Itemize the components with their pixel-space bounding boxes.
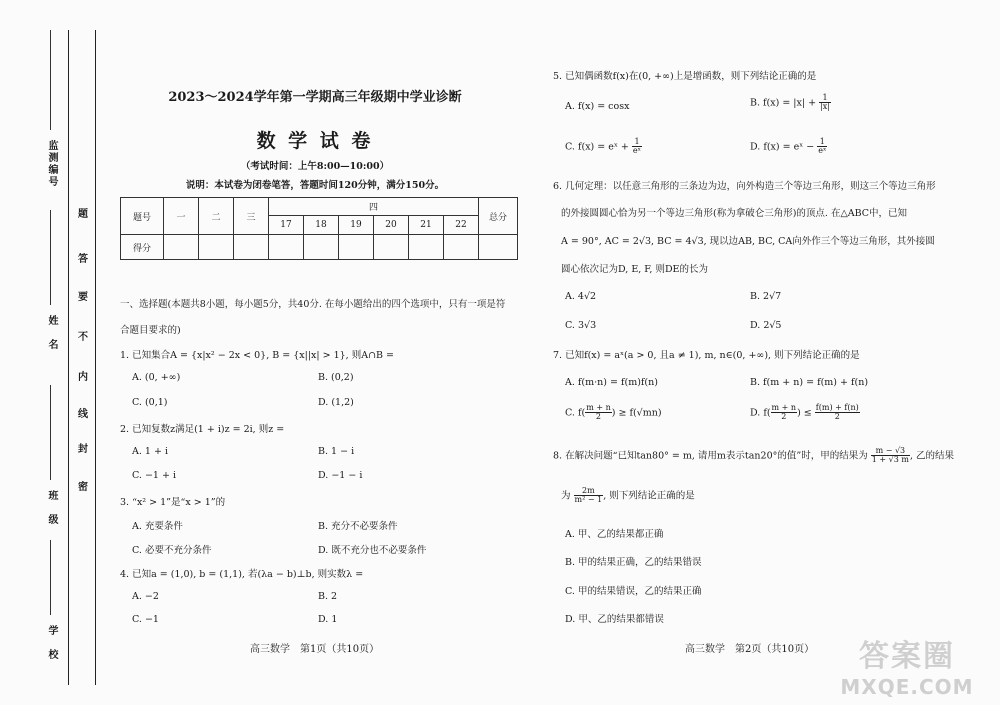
fraction-numerator: m + n (771, 403, 797, 412)
question-stem-cont: 圆心依次记为D, E, F, 则DE的长为 (561, 264, 708, 275)
fraction-numerator: m + n (586, 403, 611, 412)
seal-char: 线 (78, 409, 88, 420)
answer-option: C. 甲的结果错误，乙的结果正确 (565, 586, 702, 597)
fraction-denominator: 2 (781, 412, 787, 422)
stem-text: 为 (561, 490, 571, 502)
name-label: 姓 名 (46, 315, 57, 351)
question-stem: 4. 已知a = (1,0), b = (1,1), 若(λa − b)⊥b, 则实数λ = (120, 569, 364, 580)
watermark-text: 答案圈 (859, 639, 955, 674)
answer-option: B. 甲的结果正确，乙的结果错误 (565, 557, 702, 568)
score-header-cell: 三 (234, 198, 269, 235)
name-line (50, 210, 51, 305)
fraction-numerator: 1 (817, 138, 827, 147)
answer-option: B. (0,2) (318, 372, 354, 383)
watermark-logo (822, 631, 992, 699)
question-stem (553, 447, 954, 465)
exam-time: （考试时间：上午8:00—10:00） (240, 161, 390, 172)
fraction (815, 404, 860, 422)
answer-option (565, 138, 642, 156)
score-header-cell: 一 (164, 198, 199, 235)
fraction-denominator: 1 + √3 m (871, 455, 909, 465)
answer-option: A. f(m·n) = f(m)f(n) (565, 377, 658, 388)
exam-id-label: 监测编号 (46, 140, 57, 188)
seal-char: 密 (78, 482, 88, 493)
question-stem: 2. 已知复数z满足(1 + i)z = 2i, 则z = (120, 424, 285, 435)
option-text: C. f(x) = eˣ + (565, 141, 629, 153)
score-sub-cell: 20 (374, 216, 409, 235)
section-heading-cont: 合题目要求的) (120, 325, 181, 336)
answer-option (750, 94, 831, 112)
question-stem: 7. 已知f(x) = aˣ(a > 0, 且a ≠ 1), m, n∈(0, +∞), 则下列结论正确的是 (553, 350, 860, 361)
option-text: ) ≤ (797, 407, 812, 419)
answer-option: D. −1 − i (318, 470, 363, 481)
answer-option: A. −2 (132, 591, 159, 602)
answer-option: C. −1 (132, 614, 159, 625)
score-input-cell[interactable] (374, 235, 409, 260)
exam-title: 2023～2024学年第一学期高三年级期中学业诊断 (168, 90, 462, 105)
option-text: D. f(x) = eˣ − (750, 141, 815, 153)
watermark-url: MXQE.COM (840, 675, 974, 699)
score-input-cell[interactable] (339, 235, 374, 260)
answer-option: D. 1 (318, 614, 338, 625)
answer-option (750, 404, 860, 422)
seal-char: 要 (78, 292, 88, 303)
question-stem-cont: 的外接圆圆心恰为另一个等边三角形(称为拿破仑三角形)的顶点. 在△ABC中，已知 (561, 208, 908, 219)
answer-option: B. 1 − i (318, 446, 355, 457)
question-stem: 6. 几何定理：以任意三角形的三条边为边，向外构造三个等边三角形，则这三个等边三角形 (553, 181, 936, 192)
class-line (50, 385, 51, 480)
question-stem: 3. “x² > 1”是“x > 1”的 (120, 497, 226, 508)
answer-option: A. 充要条件 (132, 521, 183, 532)
answer-option: C. (0,1) (132, 397, 168, 408)
exam-note: 说明：本试卷为闭卷笔答，答题时间120分钟，满分150分。 (185, 180, 445, 191)
fraction-denominator: 2 (595, 412, 602, 422)
score-input-cell[interactable] (269, 235, 304, 260)
fraction-numerator: 2m (574, 487, 604, 496)
answer-option: B. 2 (318, 591, 338, 602)
fraction (819, 94, 831, 112)
score-table (120, 197, 518, 260)
answer-option: C. −1 + i (132, 470, 177, 481)
class-label: 班 级 (46, 490, 57, 526)
exam-id-line (50, 30, 51, 130)
fraction-denominator: 2 (834, 412, 840, 422)
seal-char: 答 (78, 254, 88, 265)
fraction-denominator: eˣ (818, 146, 827, 156)
answer-option (565, 404, 662, 422)
option-text: B. f(x) = |x| + (750, 97, 817, 109)
score-sub-cell: 21 (409, 216, 444, 235)
fraction-numerator: 1 (632, 138, 642, 147)
score-input-cell[interactable] (234, 235, 269, 260)
binding-line-inner (95, 30, 96, 685)
answer-option: B. 充分不必要条件 (318, 521, 398, 532)
answer-option: B. 2√7 (750, 291, 782, 302)
score-input-cell[interactable] (199, 235, 234, 260)
seal-char: 封 (78, 444, 88, 455)
score-row-label: 得分 (121, 235, 164, 260)
answer-option: D. 甲、乙的结果都错误 (565, 614, 664, 625)
score-header-cell: 二 (199, 198, 234, 235)
school-label: 学 校 (46, 625, 57, 661)
answer-option: A. f(x) = cosx (565, 101, 630, 112)
fraction-denominator: eˣ (632, 146, 642, 156)
fraction (817, 138, 827, 156)
fraction-denominator: |x| (820, 102, 830, 112)
page-footer-left: 高三数学 第1页（共10页） (250, 644, 380, 655)
fraction (585, 404, 612, 422)
answer-option (750, 138, 827, 156)
score-input-cell[interactable] (409, 235, 444, 260)
answer-option: A. 1 + i (132, 446, 168, 457)
question-stem: 5. 已知偶函数f(x)在(0, +∞)上是增函数，则下列结论正确的是 (553, 71, 817, 82)
score-header-cell: 总分 (479, 198, 518, 235)
page-footer-right: 高三数学 第2页（共10页） (685, 644, 815, 655)
score-header-cell: 四 (269, 198, 479, 216)
question-stem-cont (561, 487, 695, 505)
stem-text: , 则下列结论正确的是 (603, 490, 695, 502)
fraction-denominator: m² − 1 (574, 495, 603, 505)
fraction-numerator: m − √3 (871, 447, 910, 456)
answer-option: A. 甲、乙的结果都正确 (565, 529, 664, 540)
seal-char: 题 (78, 209, 88, 220)
school-line (50, 540, 51, 615)
answer-option: C. 必要不充分条件 (132, 545, 212, 556)
fraction-numerator: f(m) + f(n) (815, 403, 859, 412)
score-sub-cell: 18 (304, 216, 339, 235)
seal-char: 内 (78, 372, 88, 383)
score-header-cell: 题号 (121, 198, 164, 235)
subject-title: 数 学 试 卷 (256, 130, 374, 152)
score-sub-cell: 19 (339, 216, 374, 235)
score-input-cell[interactable] (304, 235, 339, 260)
option-text: D. f( (750, 407, 771, 419)
answer-option: C. 3√3 (565, 320, 597, 331)
option-text: ) ≥ f(√mn) (611, 407, 662, 419)
question-stem: 1. 已知集合A = {x|x² − 2x < 0}, B = {x||x| > 1}, 则A∩B = (120, 350, 394, 361)
score-sub-cell: 17 (269, 216, 304, 235)
section-heading: 一、选择题(本题共8小题，每小题5分，共40分. 在每小题给出的四个选项中，只有一项是符 (120, 299, 506, 310)
question-stem-cont: A = 90°, AC = 2√3, BC = 4√3, 现以边AB, BC, CA向外作三个等边三角形，其外接圆 (561, 236, 935, 247)
binding-line-outer (68, 30, 69, 685)
fraction (574, 487, 604, 505)
score-sub-cell: 22 (444, 216, 479, 235)
seal-char: 不 (78, 332, 88, 343)
stem-text: 8. 在解决问题“已知tan80° = m, 请用m表示tan20°的值”时，甲的结果为 (553, 450, 868, 462)
fraction (871, 447, 910, 465)
answer-option: B. f(m + n) = f(m) + f(n) (750, 377, 869, 388)
fraction-numerator: 1 (819, 94, 831, 103)
score-input-cell[interactable] (164, 235, 199, 260)
answer-option: D. (1,2) (318, 397, 354, 408)
answer-option: D. 2√5 (750, 320, 782, 331)
answer-option: D. 既不充分也不必要条件 (318, 545, 427, 556)
score-input-cell[interactable] (444, 235, 479, 260)
answer-option: A. (0, +∞) (132, 372, 181, 383)
stem-text: , 乙的结果 (909, 450, 955, 462)
score-input-cell[interactable] (479, 235, 518, 260)
fraction (632, 138, 642, 156)
fraction (771, 404, 798, 422)
answer-option: A. 4√2 (565, 291, 597, 302)
option-text: C. f( (565, 407, 586, 419)
